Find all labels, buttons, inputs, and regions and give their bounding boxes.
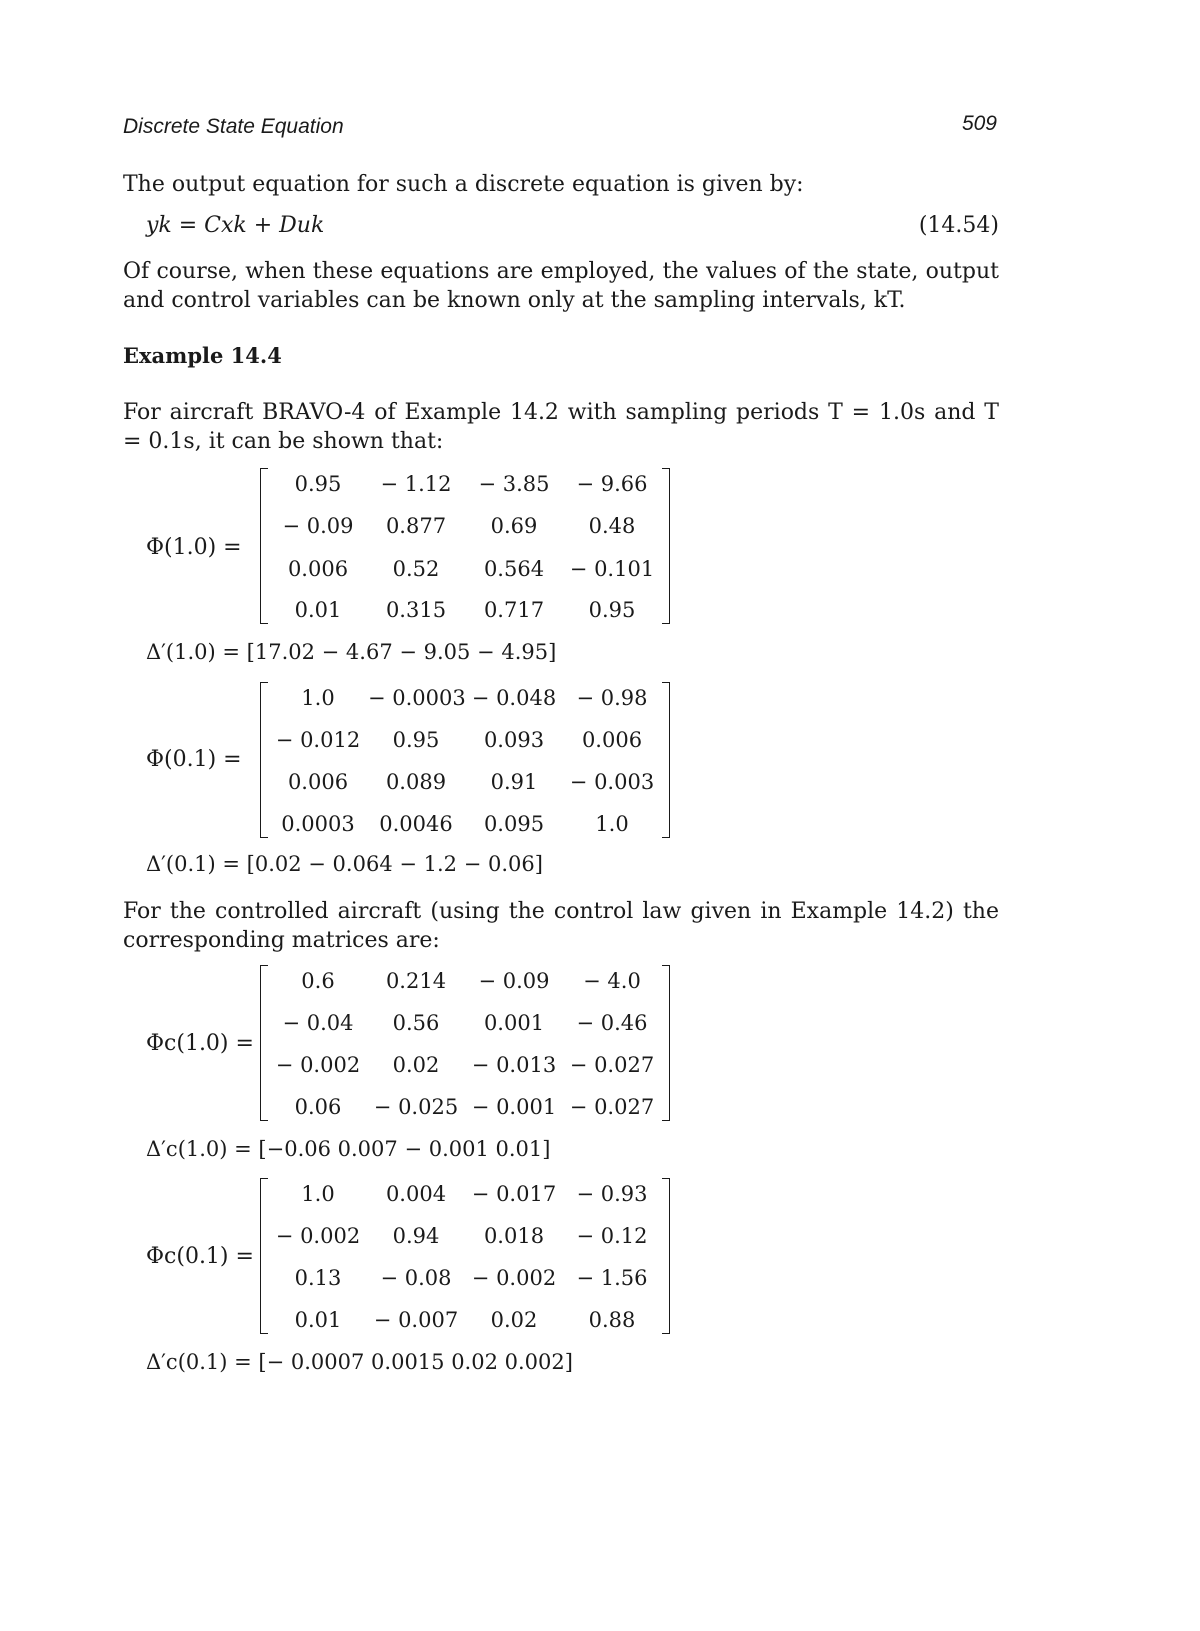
matrix-cell: 1.0 <box>595 812 629 836</box>
matrix-cell: 0.02 <box>392 1053 440 1077</box>
matrix-cell: − 1.12 <box>380 472 452 496</box>
left-bracket <box>260 682 268 838</box>
matrix-cell: 0.006 <box>581 728 643 752</box>
matrix-cell: 1.0 <box>301 686 335 710</box>
matrix-cell: − 0.003 <box>569 770 655 794</box>
matrix-label: Φc(1.0) = <box>146 1031 254 1056</box>
example-heading: Example 14.4 <box>123 343 282 368</box>
page-number: 509 <box>961 112 997 135</box>
matrix-cell: 0.52 <box>392 557 440 581</box>
vector-deltac-1: Δ′c(1.0) = [−0.06 0.007 − 0.001 0.01] <box>146 1137 551 1161</box>
intro-paragraph: The output equation for such a discrete equation is given by: <box>123 172 804 197</box>
matrix-cell: − 0.04 <box>282 1011 354 1035</box>
matrix-phi-01 <box>260 682 670 838</box>
matrix-cell: − 0.002 <box>275 1224 361 1248</box>
matrix-cell: 0.48 <box>588 514 636 538</box>
matrix-cell: 0.001 <box>483 1011 545 1035</box>
matrix-cell: 0.0003 <box>281 812 355 836</box>
matrix-cell: 0.95 <box>588 598 636 622</box>
matrix-cell: − 0.09 <box>478 969 550 993</box>
matrix-cell: 0.214 <box>385 969 447 993</box>
example-paragraph: For aircraft BRAVO-4 of Example 14.2 with sampling periods T = 1.0s and T = 0.1s, it can be shown that: <box>123 400 999 454</box>
matrix-cell: 0.6 <box>301 969 335 993</box>
matrix-cell: 0.717 <box>483 598 545 622</box>
matrix-cell: − 0.025 <box>373 1095 459 1119</box>
matrix-cell: − 0.0003 <box>368 686 466 710</box>
matrix-cell: − 9.66 <box>576 472 648 496</box>
right-bracket <box>662 468 670 624</box>
matrix-cell: 0.315 <box>385 598 447 622</box>
matrix-cell: 0.69 <box>490 514 538 538</box>
matrix-cell: − 0.08 <box>380 1266 452 1290</box>
matrix-cell: − 0.09 <box>282 514 354 538</box>
matrix-cell: − 0.017 <box>471 1182 557 1206</box>
matrix-cell: − 0.048 <box>471 686 557 710</box>
matrix-cell: 0.02 <box>490 1308 538 1332</box>
matrix-cell: − 4.0 <box>583 969 641 993</box>
matrix-cell: − 0.002 <box>471 1266 557 1290</box>
matrix-label: Φ(0.1) = <box>146 747 242 772</box>
matrix-phi-1 <box>260 468 670 624</box>
right-bracket <box>662 682 670 838</box>
matrix-cell: 0.95 <box>392 728 440 752</box>
matrix-cell: − 0.002 <box>275 1053 361 1077</box>
matrix-cell: 0.06 <box>294 1095 342 1119</box>
matrix-cell: 0.88 <box>588 1308 636 1332</box>
matrix-cell: 0.093 <box>483 728 545 752</box>
matrix-cell: 0.564 <box>483 557 545 581</box>
matrix-phic-01 <box>260 1178 670 1334</box>
running-head: Discrete State Equation <box>123 115 344 138</box>
right-bracket <box>662 965 670 1121</box>
matrix-cell: 0.56 <box>392 1011 440 1035</box>
matrix-cell: 1.0 <box>301 1182 335 1206</box>
matrix-cell: 0.006 <box>287 557 349 581</box>
equation-number: (14.54) <box>918 213 999 238</box>
matrix-cell: − 0.93 <box>576 1182 648 1206</box>
matrix-cell: 0.877 <box>385 514 447 538</box>
matrix-cell: − 0.001 <box>471 1095 557 1119</box>
matrix-cell: 0.089 <box>385 770 447 794</box>
matrix-cell: − 0.98 <box>576 686 648 710</box>
matrix-cell: 0.13 <box>294 1266 342 1290</box>
matrix-cell: − 0.013 <box>471 1053 557 1077</box>
matrix-cell: − 0.012 <box>275 728 361 752</box>
vector-delta-1: Δ′(1.0) = [17.02 − 4.67 − 9.05 − 4.95] <box>146 640 557 664</box>
matrix-label: Φ(1.0) = <box>146 535 242 560</box>
matrix-cell: 0.018 <box>483 1224 545 1248</box>
left-bracket <box>260 1178 268 1334</box>
matrix-cell: 0.004 <box>385 1182 447 1206</box>
matrix-cell: − 0.027 <box>569 1095 655 1119</box>
matrix-cell: 0.0046 <box>379 812 453 836</box>
note-paragraph: Of course, when these equations are employed, the values of the state, output and control variables can be known only at the sampling intervals, kT. <box>123 259 999 313</box>
matrix-cell: − 0.12 <box>576 1224 648 1248</box>
vector-delta-01: Δ′(0.1) = [0.02 − 0.064 − 1.2 − 0.06] <box>146 852 543 876</box>
left-bracket <box>260 468 268 624</box>
matrix-cell: 0.91 <box>490 770 538 794</box>
matrix-cell: − 3.85 <box>478 472 550 496</box>
matrix-cell: − 0.027 <box>569 1053 655 1077</box>
output-equation: yk = Cxk + Duk <box>146 213 325 238</box>
vector-deltac-01: Δ′c(0.1) = [− 0.0007 0.0015 0.02 0.002] <box>146 1350 573 1374</box>
matrix-cell: − 1.56 <box>576 1266 648 1290</box>
matrix-cell: 0.095 <box>483 812 545 836</box>
matrix-label: Φc(0.1) = <box>146 1244 254 1269</box>
matrix-cell: 0.01 <box>294 1308 342 1332</box>
matrix-cell: − 0.46 <box>576 1011 648 1035</box>
matrix-cell: 0.94 <box>392 1224 440 1248</box>
matrix-cell: − 0.007 <box>373 1308 459 1332</box>
matrix-phic-1 <box>260 965 670 1121</box>
matrix-cell: − 0.101 <box>569 557 655 581</box>
matrix-cell: 0.95 <box>294 472 342 496</box>
controlled-paragraph: For the controlled aircraft (using the control law given in Example 14.2) the corresponding matrices are: <box>123 899 999 953</box>
left-bracket <box>260 965 268 1121</box>
right-bracket <box>662 1178 670 1334</box>
matrix-cell: 0.006 <box>287 770 349 794</box>
matrix-cell: 0.01 <box>294 598 342 622</box>
